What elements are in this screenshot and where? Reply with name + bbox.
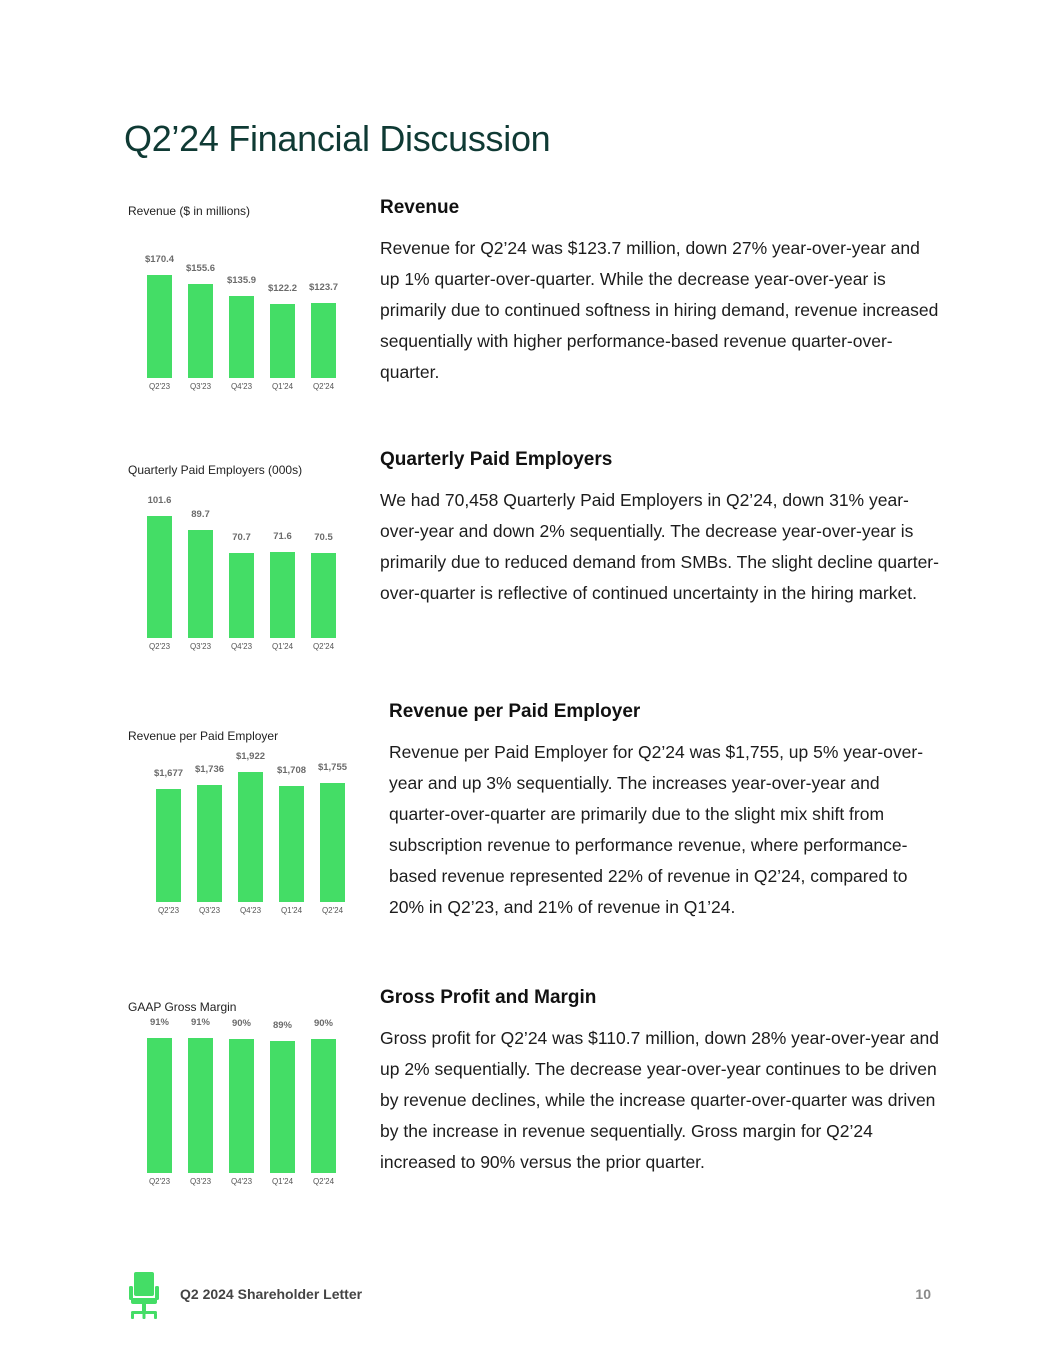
- category-label: Q2'24: [312, 382, 335, 391]
- revenue-chart: [128, 198, 358, 398]
- category-label: Q2'23: [148, 642, 171, 651]
- data-label: 90%: [313, 1018, 333, 1030]
- category-label: Q3'23: [189, 1177, 212, 1186]
- data-label: 91%: [190, 1017, 210, 1028]
- category-label: Q1'24: [271, 1177, 294, 1186]
- category-label: Q2'23: [148, 1177, 171, 1186]
- data-label: $135.9: [226, 274, 257, 286]
- category-label: Q3'23: [198, 906, 221, 915]
- section-body: Revenue per Paid Employer for Q2’24 was $1,755, up 5% year-over-year and up 3% sequentially. The increases year-over-year and quarter-over-quarter are primarily due to the slight mix shift from subscription revenue to performance revenue, where performance-based revenue represented 22% of revenue in Q2’24, compared to 20% in Q2’23, and 21% of revenue in Q1’24.: [389, 742, 924, 917]
- section-heading: Revenue: [380, 197, 460, 218]
- bar-Q2'24: [311, 553, 336, 638]
- revenue-section: [380, 197, 940, 388]
- bar-Q1'24: [270, 1041, 295, 1173]
- bar-Q2'24: [311, 1039, 336, 1173]
- data-label: $1,736: [194, 763, 225, 775]
- section-body: Revenue for Q2’24 was $123.7 million, down 27% year-over-year and up 1% quarter-over-quarter. While the decrease year-over-year is primarily due to continued softness in hiring demand, revenue increased sequentially with higher performance-based revenue quarter-over-quarter.: [380, 238, 939, 382]
- bar-Q3'23: [188, 530, 213, 638]
- quarterly-paid-employers-chart: [128, 458, 358, 658]
- page-number: 10: [915, 1286, 931, 1302]
- data-label: $1,755: [317, 762, 348, 774]
- bar-Q4'23: [238, 772, 263, 902]
- bar-Q2'23: [156, 789, 181, 902]
- section-body: We had 70,458 Quarterly Paid Employers in Q2’24, down 31% year-over-year and down 2% sequentially. The decrease year-over-year is primarily due to reduced demand from SMBs. The slight decline quarter-over-quarter is reflective of continued uncertainty in the hiring market.: [380, 490, 939, 603]
- category-label: Q3'23: [189, 382, 212, 391]
- chart-title: Revenue per Paid Employer: [128, 729, 279, 743]
- data-label: $1,708: [276, 765, 307, 777]
- category-label: Q2'24: [312, 642, 335, 651]
- data-label: 90%: [231, 1018, 251, 1030]
- bar-Q3'23: [188, 1038, 213, 1173]
- bar-Q4'23: [229, 1039, 254, 1173]
- data-label: $123.7: [308, 282, 339, 294]
- section-body: Gross profit for Q2’24 was $110.7 million, down 28% year-over-year and up 2% sequentially. The decrease year-over-year continues to be driven by revenue declines, while the increase quarter-over-quarter was driven by the increase in revenue sequentially. Gross margin for Q2’24 increased to 90% versus the prior quarter.: [380, 1028, 939, 1172]
- bar-Q1'24: [270, 552, 295, 638]
- bar-Q2'24: [311, 303, 336, 378]
- bar-Q2'23: [147, 275, 172, 378]
- quarterly-paid-employers-section: [380, 449, 940, 609]
- bar-Q3'23: [197, 785, 222, 902]
- category-label: Q3'23: [189, 642, 212, 651]
- chart-title: Quarterly Paid Employers (000s): [128, 463, 303, 477]
- category-label: Q4'23: [230, 382, 253, 391]
- data-label: $122.2: [267, 283, 298, 295]
- bar-Q4'23: [229, 553, 254, 638]
- chart-title: Revenue ($ in millions): [128, 204, 251, 218]
- data-label: $155.6: [185, 262, 216, 274]
- section-heading: Gross Profit and Margin: [380, 987, 597, 1008]
- category-label: Q4'23: [230, 642, 253, 651]
- data-label: $1,922: [235, 751, 266, 762]
- gross-profit-section: [380, 987, 940, 1178]
- category-label: Q2'24: [312, 1177, 335, 1186]
- bar-Q2'23: [147, 1038, 172, 1173]
- bar-Q2'23: [147, 516, 172, 638]
- category-label: Q4'23: [230, 1177, 253, 1186]
- revenue-per-paid-employer-chart: [128, 724, 358, 924]
- section-heading: Quarterly Paid Employers: [380, 449, 613, 470]
- footer-title: Q2 2024 Shareholder Letter: [180, 1286, 363, 1302]
- data-label: $1,677: [153, 767, 184, 779]
- revenue-per-paid-employer-section: [389, 701, 939, 923]
- bar-Q1'24: [279, 786, 304, 902]
- page-title: Q2’24 Financial Discussion: [124, 118, 551, 159]
- data-label: 101.6: [147, 495, 172, 506]
- data-label: 70.5: [314, 532, 333, 544]
- chart-title: GAAP Gross Margin: [128, 1000, 237, 1014]
- category-label: Q4'23: [239, 906, 262, 915]
- data-label: 89.7: [191, 509, 210, 521]
- bar-Q3'23: [188, 284, 213, 378]
- bar-Q1'24: [270, 304, 295, 378]
- category-label: Q1'24: [280, 906, 303, 915]
- gaap-gross-margin-chart: [128, 995, 358, 1195]
- data-label: $170.4: [144, 254, 175, 265]
- category-label: Q1'24: [271, 382, 294, 391]
- section-heading: Revenue per Paid Employer: [389, 701, 641, 722]
- data-label: 70.7: [232, 532, 251, 544]
- bar-Q2'24: [320, 783, 345, 902]
- chair-icon: [128, 1271, 160, 1321]
- category-label: Q1'24: [271, 642, 294, 651]
- bar-Q4'23: [229, 296, 254, 378]
- category-label: Q2'23: [148, 382, 171, 391]
- category-label: Q2'23: [157, 906, 180, 915]
- data-label: 91%: [149, 1017, 169, 1028]
- data-label: 71.6: [273, 531, 292, 543]
- category-label: Q2'24: [321, 906, 344, 915]
- data-label: 89%: [272, 1019, 292, 1031]
